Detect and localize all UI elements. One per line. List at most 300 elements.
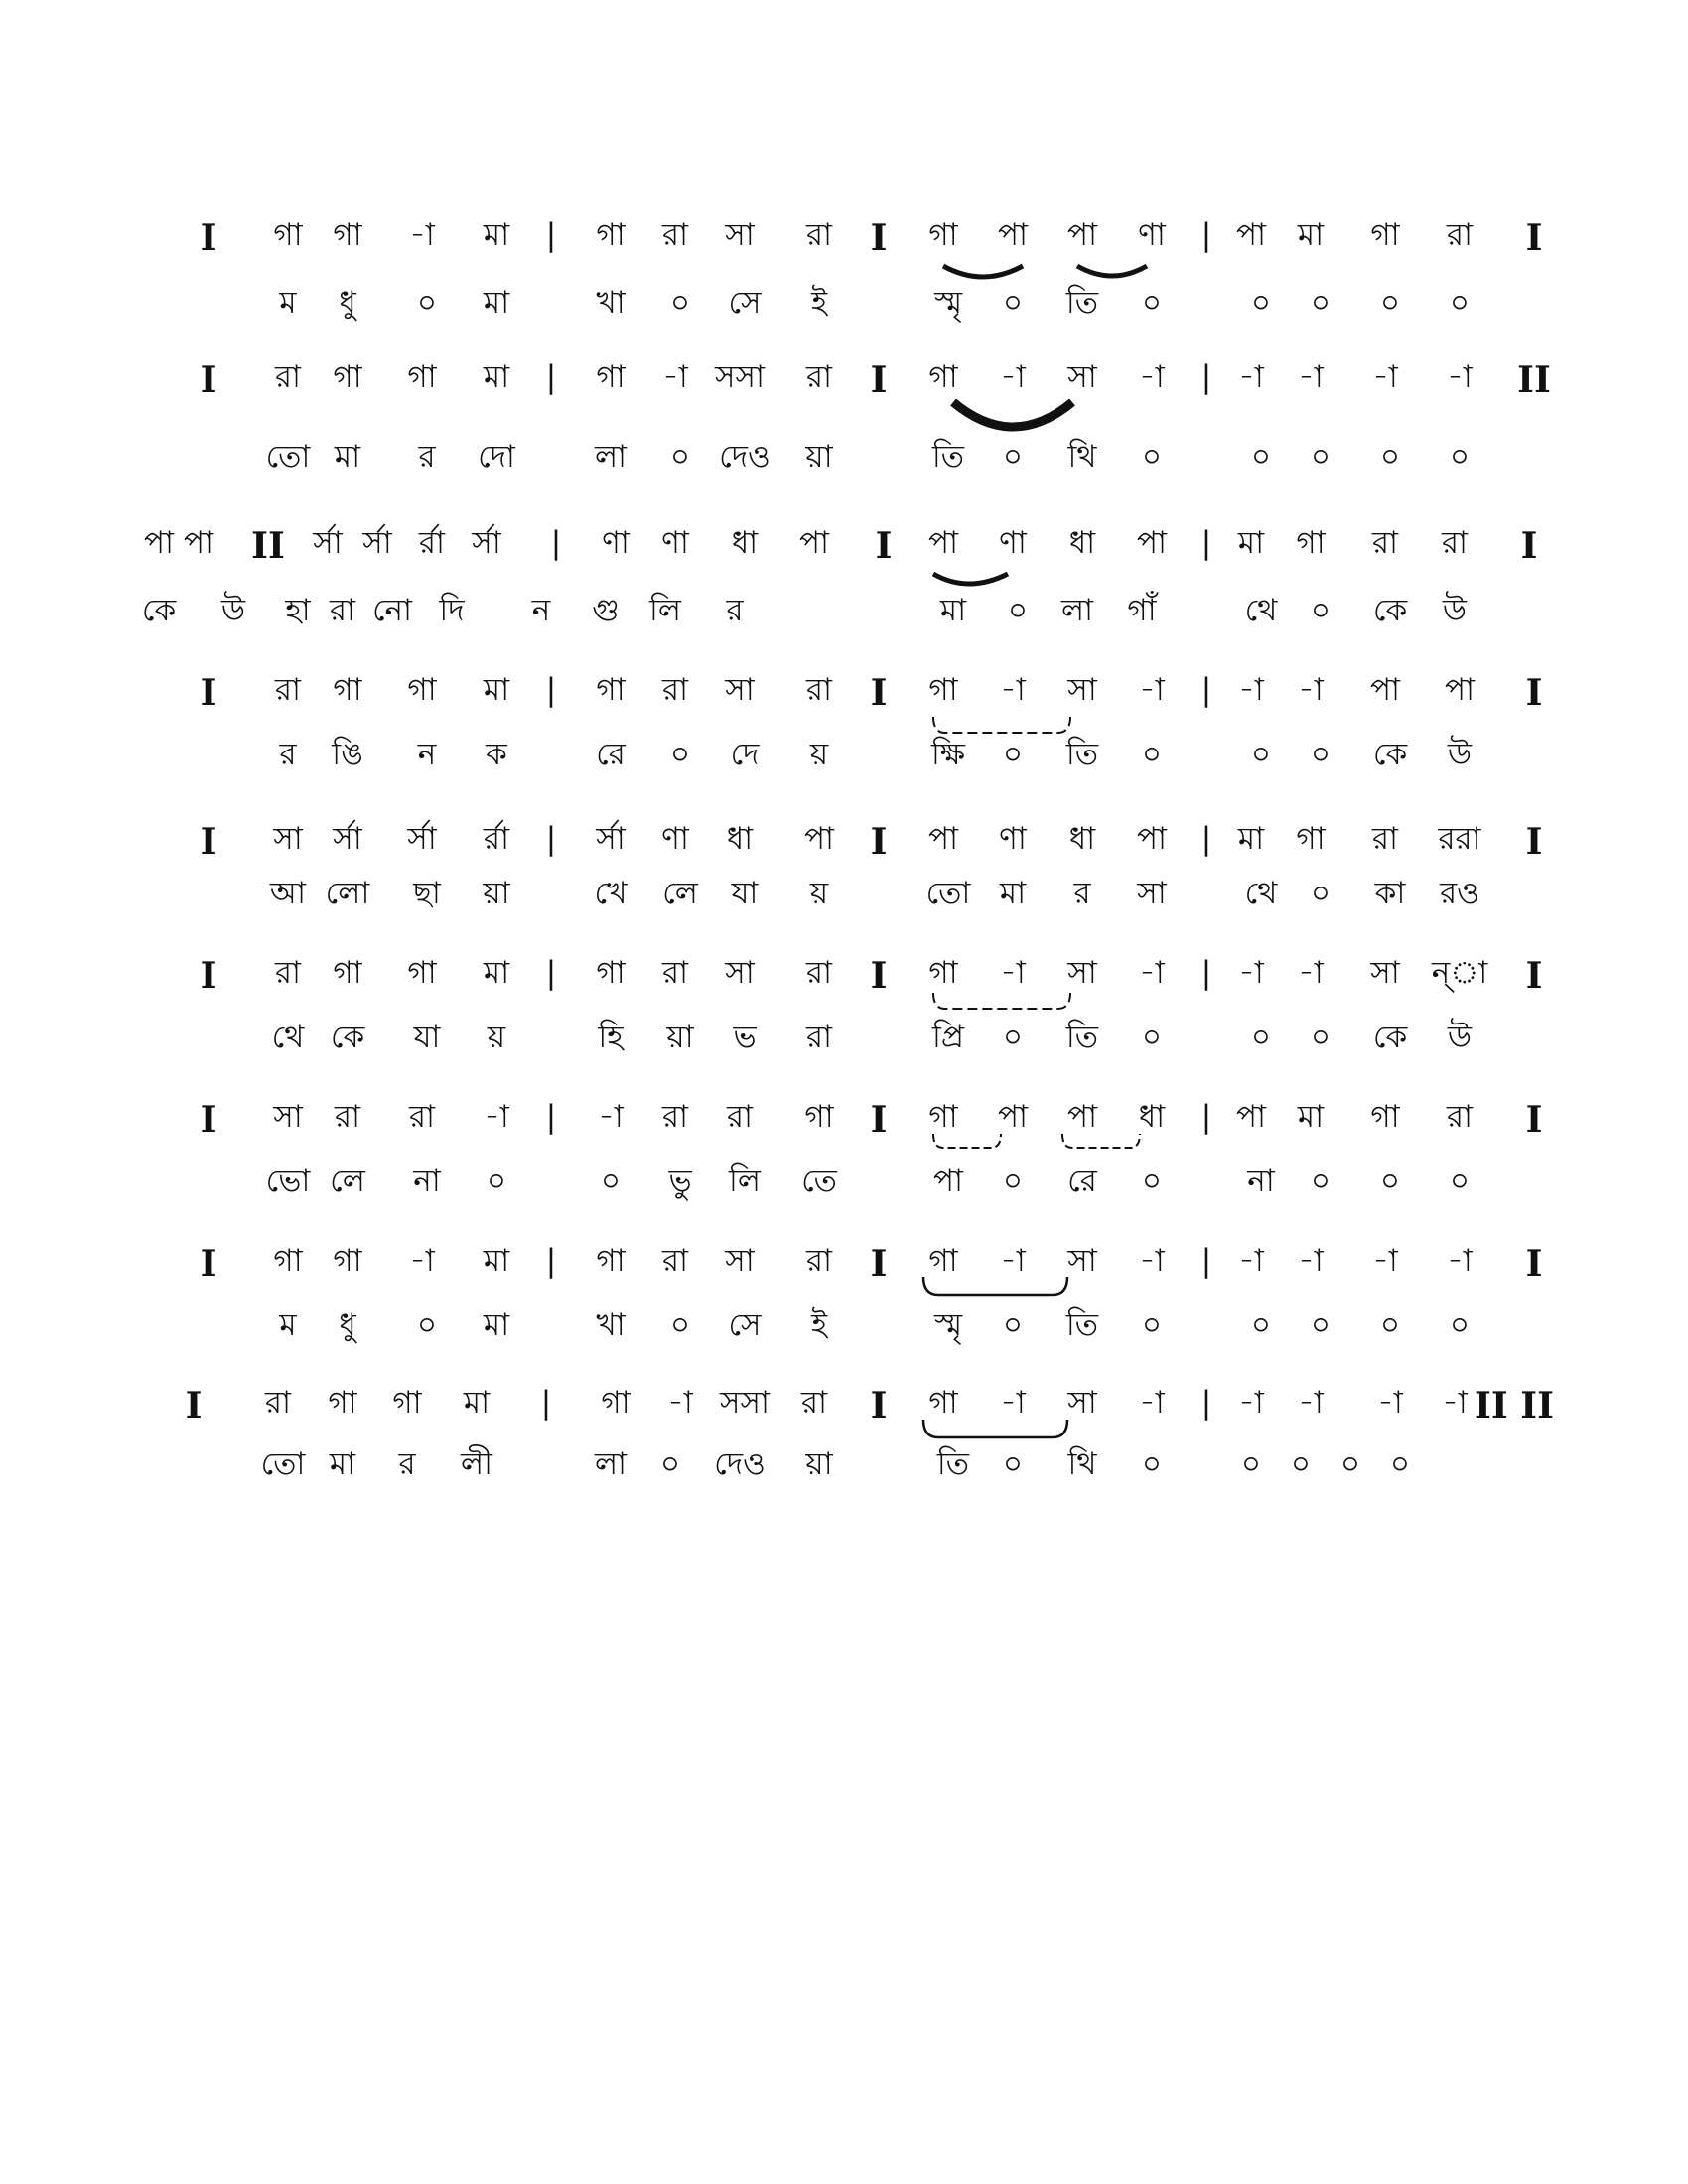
lyric-syllable: রা	[805, 1020, 833, 1055]
lyric-syllable: হি	[598, 1020, 624, 1055]
rest-note: -া	[1238, 672, 1264, 708]
swara-note: পা	[1444, 672, 1476, 708]
bar-line: |	[545, 359, 557, 395]
lyric-syllable: ০	[1379, 285, 1401, 321]
lyric-syllable: ন	[531, 593, 551, 628]
bar-line: |	[545, 672, 557, 708]
lyric-syllable: মা	[939, 593, 967, 628]
swara-note: গা	[928, 955, 958, 991]
swara-note: গা	[333, 672, 362, 708]
lyric-syllable: ০	[669, 1307, 691, 1343]
lyric-syllable: ম	[279, 1307, 297, 1343]
section-bar: I	[1520, 525, 1538, 567]
lyric-syllable: থি	[1067, 1446, 1097, 1482]
rest-note: -া	[667, 1385, 693, 1421]
swara-note: রা	[274, 359, 302, 395]
rest-note: -া	[1298, 955, 1324, 991]
lyric-syllable: ০	[1141, 1163, 1163, 1199]
swara-note: রা	[805, 672, 833, 708]
swara-note: গা	[928, 1099, 958, 1135]
rest-note: -া	[598, 1099, 624, 1135]
lyric-syllable: য়া	[805, 439, 833, 475]
section-bar: I	[185, 1385, 203, 1427]
swara-note: ধা	[731, 525, 759, 561]
lyric-syllable: ০	[1141, 1307, 1163, 1343]
lyric-syllable: ০	[1310, 1020, 1332, 1055]
swara-note: পা	[1066, 217, 1098, 253]
lyric-syllable: ০	[1141, 439, 1163, 475]
swara-note: গা	[596, 1243, 626, 1279]
lyric-syllable: কে	[141, 593, 177, 628]
lyric-syllable: লা	[594, 439, 628, 475]
swara-note: সা	[725, 217, 755, 253]
lyric-syllable: ০	[416, 1307, 438, 1343]
section-bar: I	[200, 672, 217, 714]
swara-note: সসা	[715, 359, 765, 395]
swara-note: রা	[805, 955, 833, 991]
lyric-syllable: র	[1073, 876, 1091, 911]
swara-note: মা	[463, 1385, 491, 1421]
swara-note: মা	[483, 1243, 510, 1279]
lyric-syllable: ০	[1250, 285, 1272, 321]
swara-note: ররা	[1438, 821, 1481, 857]
lyric-syllable: উ	[220, 593, 246, 628]
slur-mark	[953, 402, 1072, 427]
lyric-syllable: লো	[325, 876, 370, 911]
swara-note: গা	[333, 955, 362, 991]
lyric-syllable: উ	[1442, 593, 1468, 628]
swara-note: গা	[928, 359, 958, 395]
swara-note: রা	[1371, 525, 1399, 561]
rest-note: -া	[1372, 1243, 1398, 1279]
swara-note: গা	[596, 217, 626, 253]
lyric-syllable: গু	[592, 593, 620, 628]
lyric-syllable: ০	[1002, 1307, 1024, 1343]
slur-mark	[933, 1134, 1001, 1148]
swara-note: রা	[805, 217, 833, 253]
rest-note: -া	[1139, 1243, 1165, 1279]
rest-note: -া	[1238, 955, 1264, 991]
swara-note: পা	[1235, 217, 1267, 253]
rest-note: -া	[1000, 1243, 1026, 1279]
lyric-syllable: ০	[1290, 1446, 1312, 1482]
swara-note: গা	[1296, 821, 1326, 857]
swara-note: রা	[661, 1099, 689, 1135]
lyric-syllable: ০	[1310, 737, 1332, 772]
bar-line: |	[545, 821, 557, 857]
lyric-syllable: ন	[417, 737, 437, 772]
bar-line: |	[1200, 821, 1212, 857]
swara-note: র্রা	[483, 821, 510, 857]
bar-line: |	[1200, 955, 1212, 991]
slur-mark	[933, 574, 1008, 584]
swara-note: গা	[596, 672, 626, 708]
swara-note: রা	[1446, 217, 1474, 253]
rest-note: -া	[1298, 359, 1324, 395]
rest-note: -া	[1447, 1243, 1473, 1279]
lyric-syllable: না	[1247, 1163, 1275, 1199]
lyric-syllable: তো	[260, 1446, 306, 1482]
swara-note: রা	[805, 1243, 833, 1279]
lyric-syllable: মা	[999, 876, 1027, 911]
swara-note: সা	[725, 1243, 755, 1279]
lyric-syllable: লি	[649, 593, 681, 628]
bar-line: |	[1200, 217, 1212, 253]
swara-note: ণা	[999, 525, 1027, 561]
swara-note: গা	[273, 1243, 303, 1279]
lyric-syllable: ০	[1250, 1020, 1272, 1055]
lyric-syllable: তি	[936, 1446, 970, 1482]
rest-note: -া	[1000, 359, 1026, 395]
swara-note: রা	[805, 359, 833, 395]
section-bar: I	[870, 821, 888, 863]
end-bar: II II	[1475, 1385, 1554, 1427]
bar-line: |	[545, 1099, 557, 1135]
rest-note: -া	[1139, 672, 1165, 708]
lyric-syllable: লে	[662, 876, 698, 911]
lyric-syllable: মা	[483, 285, 510, 321]
swara-note: গা	[928, 217, 958, 253]
swara-note: মা	[483, 359, 510, 395]
swara-note: রা	[726, 1099, 754, 1135]
swara-note: র্রা	[418, 525, 446, 561]
end-bar: II	[251, 525, 285, 567]
lyric-syllable: ০	[1250, 1307, 1272, 1343]
lyric-syllable: ০	[1339, 1446, 1361, 1482]
rest-note: -া	[1372, 359, 1398, 395]
lyric-syllable: তি	[1065, 1020, 1099, 1055]
swara-note: ন্া	[1431, 955, 1488, 991]
swara-note: পা	[1369, 672, 1401, 708]
lyric-syllable: ই	[810, 285, 828, 321]
lyric-syllable: তো	[265, 439, 311, 475]
section-bar: I	[200, 217, 217, 259]
swara-note: পা	[143, 525, 175, 561]
bar-line: |	[550, 525, 562, 561]
lyric-syllable: কে	[1372, 593, 1408, 628]
rest-note: -া	[662, 359, 688, 395]
section-bar: I	[870, 359, 888, 401]
lyric-syllable: থি	[1067, 439, 1097, 475]
rest-note: -া	[1000, 1385, 1026, 1421]
rest-note: -া	[484, 1099, 509, 1135]
lyric-syllable: সে	[728, 285, 762, 321]
swara-note: রা	[661, 955, 689, 991]
lyric-syllable: তি	[1065, 737, 1099, 772]
lyric-syllable: যা	[413, 1020, 441, 1055]
lyric-syllable: ক	[486, 737, 507, 772]
swara-note: গা	[392, 1385, 422, 1421]
bar-line: |	[1200, 525, 1212, 561]
lyric-syllable: ভু	[668, 1163, 692, 1199]
lyric-syllable: ০	[1250, 439, 1272, 475]
slur-mark	[1062, 1134, 1140, 1148]
swara-note: ণা	[602, 525, 630, 561]
swara-note: সা	[725, 955, 755, 991]
swara-note: ধা	[726, 821, 754, 857]
rest-note: -া	[1298, 672, 1324, 708]
lyric-syllable: ০	[1007, 593, 1029, 628]
section-bar: I	[200, 1243, 217, 1285]
bar-line: |	[545, 955, 557, 991]
swara-note: পা	[927, 525, 959, 561]
section-bar: I	[200, 821, 217, 863]
lyric-syllable: ০	[600, 1163, 622, 1199]
lyric-syllable: ০	[1310, 1307, 1332, 1343]
swara-note: গা	[928, 672, 958, 708]
section-bar: I	[200, 1099, 217, 1141]
section-bar: I	[200, 955, 217, 997]
lyric-syllable: ই	[810, 1307, 828, 1343]
section-bar: I	[870, 1099, 888, 1141]
lyric-syllable: ০	[1002, 1163, 1024, 1199]
swara-note: পা	[1136, 821, 1168, 857]
section-bar: I	[1525, 955, 1543, 997]
section-bar: I	[870, 217, 888, 259]
swara-note: গা	[333, 1243, 362, 1279]
swara-note: সা	[1067, 1385, 1097, 1421]
swara-note: রা	[408, 1099, 436, 1135]
lyric-syllable: লী	[461, 1446, 492, 1482]
rest-note: -া	[1377, 1385, 1403, 1421]
swara-note: ণা	[661, 821, 689, 857]
swara-note: র্সা	[362, 525, 392, 561]
lyric-syllable: না	[413, 1163, 441, 1199]
swara-note: ধা	[1138, 1099, 1166, 1135]
swara-note: পা	[798, 525, 830, 561]
lyric-syllable: য়	[487, 1020, 506, 1055]
lyric-syllable: লা	[1060, 593, 1094, 628]
lyric-syllable: থে	[271, 1020, 305, 1055]
lyric-syllable: ০	[1002, 439, 1024, 475]
lyric-syllable: ০	[1310, 1163, 1332, 1199]
rest-note: -া	[1447, 359, 1473, 395]
lyric-syllable: ০	[1141, 1020, 1163, 1055]
lyric-syllable: স্মৃ	[933, 1307, 963, 1343]
end-bar: II	[1517, 359, 1551, 401]
lyric-syllable: ০	[1310, 285, 1332, 321]
lyric-syllable: র	[279, 737, 297, 772]
lyric-syllable: ম	[279, 285, 297, 321]
section-bar: I	[870, 672, 888, 714]
lyric-syllable: ঙি	[332, 737, 363, 772]
lyric-syllable: মা	[329, 1446, 356, 1482]
lyric-syllable: ছা	[413, 876, 441, 911]
section-bar: I	[870, 1243, 888, 1285]
swara-note: মা	[1237, 525, 1265, 561]
swara-note: রা	[274, 955, 302, 991]
slur-mark	[943, 266, 1023, 277]
swara-note: সা	[1067, 359, 1097, 395]
lyric-syllable: দেও	[719, 439, 771, 475]
lyric-syllable: য়	[809, 737, 829, 772]
rest-note: -া	[1298, 1385, 1324, 1421]
lyric-syllable: দি	[439, 593, 465, 628]
lyric-syllable: ভো	[265, 1163, 311, 1199]
swara-note: গা	[333, 359, 362, 395]
rest-note: -া	[409, 1243, 435, 1279]
swara-note: গা	[804, 1099, 834, 1135]
swara-note: রা	[661, 217, 689, 253]
lyric-syllable: ০	[1002, 1446, 1024, 1482]
lyric-syllable: ০	[486, 1163, 507, 1199]
lyric-syllable: তে	[801, 1163, 837, 1199]
lyric-syllable: উ	[1447, 1020, 1473, 1055]
lyric-syllable: ০	[1002, 737, 1024, 772]
lyric-syllable: লে	[330, 1163, 365, 1199]
lyric-syllable: ০	[1449, 285, 1471, 321]
lyric-syllable: ০	[1240, 1446, 1262, 1482]
rest-note: -া	[1442, 1385, 1468, 1421]
lyric-syllable: য়া	[483, 876, 510, 911]
lyric-syllable: স্মৃ	[933, 285, 963, 321]
lyric-syllable: ধু	[339, 285, 356, 321]
swara-note: র্সা	[596, 821, 626, 857]
swara-note: গা	[596, 359, 626, 395]
swara-note: সসা	[720, 1385, 770, 1421]
swara-note: রা	[661, 672, 689, 708]
bar-line: |	[1200, 672, 1212, 708]
section-bar: I	[1525, 821, 1543, 863]
lyric-syllable: তি	[1065, 285, 1099, 321]
lyric-syllable: তি	[1065, 1307, 1099, 1343]
lyric-syllable: য়া	[666, 1020, 694, 1055]
swara-note: মা	[1297, 1099, 1325, 1135]
lyric-syllable: মা	[334, 439, 361, 475]
swara-note: র্সা	[313, 525, 343, 561]
lyric-syllable: ০	[1379, 1307, 1401, 1343]
swara-note: গা	[1370, 217, 1400, 253]
swara-note: সা	[273, 1099, 303, 1135]
lyric-syllable: ক্ষি	[931, 737, 965, 772]
lyric-syllable: কে	[330, 1020, 365, 1055]
lyric-syllable: ০	[1250, 737, 1272, 772]
swara-note: গা	[273, 217, 303, 253]
lyric-syllable: খা	[596, 1307, 626, 1343]
lyric-syllable: ০	[1002, 285, 1024, 321]
rest-note: -া	[1139, 1385, 1165, 1421]
swara-note: গা	[1296, 525, 1326, 561]
swara-note: র্সা	[407, 821, 437, 857]
lyric-syllable: দো	[478, 439, 515, 475]
section-bar: I	[870, 955, 888, 997]
rest-note: -া	[1238, 1385, 1264, 1421]
lyric-syllable: সা	[1137, 876, 1167, 911]
lyric-syllable: রে	[1067, 1163, 1097, 1199]
lyric-syllable: ০	[669, 737, 691, 772]
swara-note: সা	[1370, 955, 1400, 991]
lyric-syllable: ০	[1141, 737, 1163, 772]
swara-note: রা	[800, 1385, 828, 1421]
swara-note: ণা	[999, 821, 1027, 857]
lyric-syllable: ০	[1449, 1307, 1471, 1343]
lyric-syllable: রও	[1440, 876, 1479, 911]
bar-line: |	[545, 217, 557, 253]
swara-note: র্সা	[472, 525, 501, 561]
lyric-syllable: ০	[1389, 1446, 1411, 1482]
bar-line: |	[1200, 1385, 1212, 1421]
lyric-syllable: র	[418, 439, 436, 475]
swara-note: সা	[1067, 672, 1097, 708]
section-bar: I	[1525, 217, 1543, 259]
bar-line: |	[545, 1243, 557, 1279]
bar-line: |	[1200, 1099, 1212, 1135]
lyric-syllable: ০	[1379, 1163, 1401, 1199]
lyric-syllable: ০	[659, 1446, 681, 1482]
lyric-syllable: নো	[371, 593, 413, 628]
section-bar: I	[1525, 1099, 1543, 1141]
swara-note: রা	[1441, 525, 1469, 561]
lyric-syllable: গাঁ	[1127, 593, 1157, 628]
swara-note: সা	[1067, 1243, 1097, 1279]
lyric-syllable: তো	[925, 876, 971, 911]
lyric-syllable: রে	[596, 737, 626, 772]
lyric-syllable: ০	[1379, 439, 1401, 475]
section-bar: I	[1525, 1243, 1543, 1285]
lyric-syllable: থে	[1244, 876, 1278, 911]
lyric-syllable: য়	[809, 876, 829, 911]
lyric-syllable: খা	[596, 285, 626, 321]
lyric-syllable: ভ	[733, 1020, 757, 1055]
lyric-syllable: ০	[1141, 1446, 1163, 1482]
swara-note: গা	[1370, 1099, 1400, 1135]
lyric-syllable: যা	[731, 876, 759, 911]
swara-note: ধা	[1068, 525, 1096, 561]
slur-mark	[923, 1420, 1067, 1437]
lyric-syllable: হা	[285, 593, 311, 628]
rest-note: -া	[409, 217, 435, 253]
lyric-syllable: তি	[931, 439, 965, 475]
lyric-syllable: উ	[1447, 737, 1473, 772]
swara-note: গা	[407, 672, 437, 708]
lyric-syllable: দেও	[714, 1446, 766, 1482]
rest-note: -া	[1000, 955, 1026, 991]
lyric-syllable: খে	[594, 876, 628, 911]
swara-note: রা	[1446, 1099, 1474, 1135]
rest-note: -া	[1139, 359, 1165, 395]
lyric-syllable: ০	[1310, 439, 1332, 475]
slur-mark	[933, 993, 1070, 1009]
swara-note: ণা	[1138, 217, 1166, 253]
swara-note: মা	[1237, 821, 1265, 857]
swara-note: পা	[927, 821, 959, 857]
swara-note: গা	[328, 1385, 357, 1421]
lyric-syllable: ০	[1310, 876, 1332, 911]
swara-note: সা	[1067, 955, 1097, 991]
lyric-syllable: থে	[1244, 593, 1278, 628]
swara-note: ণা	[661, 525, 689, 561]
slur-mark	[933, 717, 1070, 733]
lyric-syllable: কে	[1372, 737, 1408, 772]
swara-note: সা	[725, 672, 755, 708]
section-bar: I	[875, 525, 893, 567]
rest-note: -া	[1238, 359, 1264, 395]
rest-note: -া	[1139, 955, 1165, 991]
lyric-syllable: ০	[1449, 439, 1471, 475]
section-bar: I	[200, 359, 217, 401]
rest-note: -া	[1000, 672, 1026, 708]
lyric-syllable: কে	[1372, 1020, 1408, 1055]
lyric-syllable: ০	[1002, 1020, 1024, 1055]
swara-note: পা	[1136, 525, 1168, 561]
swara-note: গা	[928, 1243, 958, 1279]
swara-note: পা	[183, 525, 214, 561]
lyric-syllable: ০	[1449, 1163, 1471, 1199]
swara-note: মা	[483, 217, 510, 253]
swara-note: মা	[483, 672, 510, 708]
swara-note: মা	[1297, 217, 1325, 253]
swara-note: মা	[483, 955, 510, 991]
